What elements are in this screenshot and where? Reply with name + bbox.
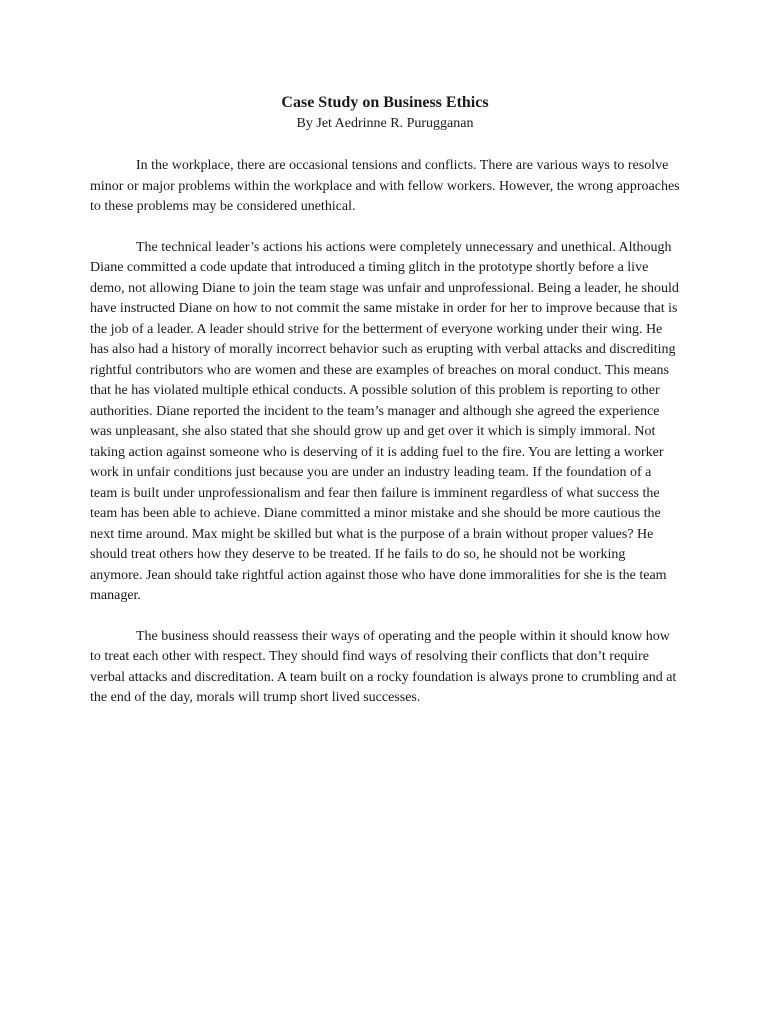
paragraph-analysis: The technical leader’s actions his actions were completely unnecessary and unethical. Although Diane committed a code update that introduced a timing glitch in the prototype shortly before a live demo, not allowing Diane to join the team stage was unfair and unprofessional. Being a leader, he should have instructed Diane on how to not commit the same mistake in order for her to improve because that is the job of a leader. A leader should strive for the betterment of everyone working under their wing. He has also had a history of morally incorrect behavior such as erupting with verbal attacks and discrediting rightful contributors who are women and these are examples of breaches on moral conduct. This means that he has violated multiple ethical conducts. A possible solution of this problem is reporting to other authorities. Diane reported the incident to the team’s manager and although she agreed the experience was unpleasant, she also stated that she should grow up and get over it which is simply immoral. Not taking action against someone who is deserving of it is adding fuel to the fire. You are letting a worker work in unfair conditions just because you are under an industry leading team. If the foundation of a team is built under unprofessionalism and fear then failure is imminent regardless of what success the team has been able to achieve. Diane committed a minor mistake and she should be more cautious the next time around. Max might be skilled but what is the purpose of a brain without proper values? He should treat others how they deserve to be treated. If he fails to do so, he should not be working anymore. Jean should take rightful action against those who have done immoralities for she is the team manager. (90, 239, 679, 603)
paragraph-conclusion: The business should reassess their ways of operating and the people within it should know how to treat each other with respect. They should find ways of resolving their conflicts that don’t require verbal attacks and discreditation. A team built on a rocky foundation is always prone to crumbling and at the end of the day, morals will trump short lived successes. (90, 628, 677, 705)
document-author: By Jet Aedrinne R. Purugganan (296, 116, 474, 131)
paragraph-intro: In the workplace, there are occasional tensions and conflicts. There are various ways to resolve minor or major problems within the workplace and with fellow workers. However, the wrong approaches to these problems may be considered unethical. (90, 158, 680, 214)
document-title: Case Study on Business Ethics (281, 94, 489, 111)
document-page (90, 92, 680, 729)
